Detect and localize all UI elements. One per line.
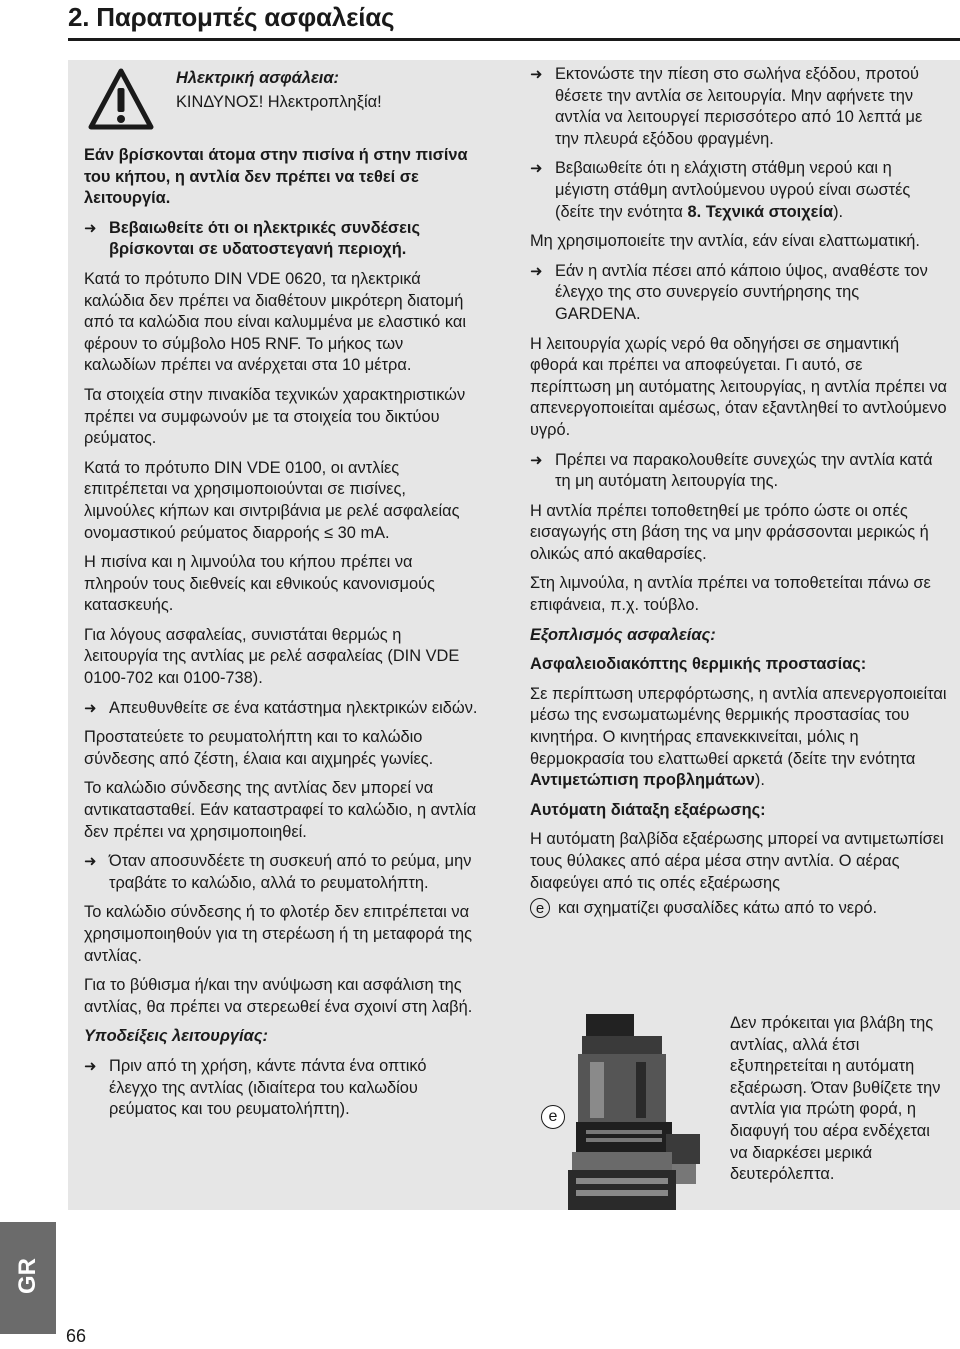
subsection-heading: Ασφαλειοδιακόπτης θερμικής προστασίας: [530, 655, 867, 674]
instruction: ➜ Εάν η αντλία πέσει από κάποιο ύψος, αναθέστε τον έλεγχο της στο συνεργείο συντήρησης της GARDENA. [530, 261, 948, 326]
instruction: ➜ Βεβαιωθείτε ότι η ελάχιστη στάθμη νερού και η μέγιστη στάθμη αντλούμενου υγρού είναι σωστές (δείτε την ενότητα 8. Τεχνικά στοιχεία). [530, 158, 948, 223]
instruction: ➜ Πριν από τη χρήση, κάντε πάντα ένα οπτικό έλεγχο της αντλίας (ιδιαίτερα του καλωδίου ρεύματος και του ρευματολήπτη). [84, 1056, 479, 1121]
paragraph: Το καλώδιο σύνδεσης της αντλίας δεν μπορεί να αντικατασταθεί. Εάν καταστραφεί το καλώδιο, η αντλία δεν πρέπει να χρησιμοποιηθεί. [84, 779, 477, 841]
subsection-heading: Αυτόματη διάταξη εξαέρωσης: [530, 800, 766, 819]
paragraph: Στη λιμνούλα, η αντλία πρέπει να τοποθετείται πάνω σε επιφάνεια, π.χ. τούβλο. [530, 574, 931, 615]
language-label: GR [14, 1258, 41, 1294]
warning-subtitle: ΚΙΝΔΥΝΟΣ! Ηλεκτροπληξία! [176, 93, 382, 111]
right-column [530, 64, 948, 928]
section-heading: Υποδείξεις λειτουργίας: [84, 1027, 268, 1046]
instruction: ➜ Πρέπει να παρακολουθείτε συνεχώς την αντλία κατά τη μη αυτόματη λειτουργία της. [530, 450, 948, 493]
instruction: ➜ Εκτονώστε την πίεση στο σωλήνα εξόδου, προτού θέσετε την αντλία σε λειτουργία. Μην αφήνετε την αντλία να λειτουργεί περισσότερο από 10 λεπτά με την πλευρά εξόδου φραγμένη. [530, 64, 948, 150]
paragraph: Η αντλία πρέπει τοποθετηθεί με τρόπο ώστε οι οπές εισαγωγής στη βάση της να μην φράσσονται μερικώς ή ολικώς από ακαθαρσίες. [530, 501, 929, 563]
paragraph: Προστατεύετε το ρευματολήπτη και το καλώδιο σύνδεσης από ζέστη, έλαια και αιχμηρές γωνίες. [84, 728, 434, 768]
instruction: ➜ Όταν αποσυνδέετε τη συσκευή από το ρεύμα, μην τραβάτε το καλώδιο, αλλά το ρευματολήπτη. [84, 851, 479, 894]
section-reference: 8. Τεχνικά στοιχεία [687, 202, 834, 221]
warning-triangle-icon [88, 68, 154, 130]
paragraph: Σε περίπτωση υπερφόρτωσης, η αντλία απενεργοποιείται μέσω της ενσωματωμένης θερμικής προστασίας του κινητήρα. Ο κινητήρας επανεκκινείται, μόλις η θερμοκρασία του ελαττωθεί αρκετά (δείτε την ενότητα Αντιμετώπιση προβλημάτων). [530, 684, 947, 790]
instruction: ➜ Βεβαιωθείτε ότι οι ηλεκτρικές συνδέσεις βρίσκονται σε υδατοστεγανή περιοχή. [84, 218, 479, 261]
paragraph: Για λόγους ασφαλείας, συνιστάται θερμώς η λειτουργία της αντλίας με ρελέ ασφαλείας (DIN VDE 0100-702 και 0100-738). [84, 625, 460, 688]
title-rule [68, 38, 960, 41]
figure-caption [730, 1013, 952, 1194]
paragraph: Η αυτόματη βαλβίδα εξαέρωσης μπορεί να αντιμετωπίσει τους θύλακες από αέρα μέσα στην αντλία. Ο αέρας διαφεύγει από τις οπές εξαέρωσης [530, 830, 944, 892]
paragraph: Για το βύθισμα ή/και την ανύψωση και ασφάλιση της αντλίας, θα πρέπει να στερεωθεί ένα σχοινί στη λαβή. [84, 976, 473, 1016]
paragraph: e και σχηματίζει φυσαλίδες κάτω από το νερό. [530, 898, 948, 920]
language-tab [0, 1222, 56, 1334]
warning-header [176, 66, 382, 114]
paragraph: Το καλώδιο σύνδεσης ή το φλοτέρ δεν επιτρέπεται να χρησιμοποιηθούν για τη στερέωση ή τη μεταφορά της αντλίας. [84, 903, 473, 965]
paragraph: Κατά το πρότυπο DIN VDE 0100, οι αντλίες επιτρέπεται να χρησιμοποιούνται σε πισίνες, λιμνούλες κήπων και σιντριβάνια με ρελέ ασφαλείας ονομαστικού ρεύματος διαρροής ≤ 30 mA. [84, 458, 460, 542]
paragraph: Η λειτουργία χωρίς νερό θα οδηγήσει σε σημαντική φθορά και πρέπει να αποφεύγεται. Γι αυτό, σε περίπτωση μη αυτόματης λειτουργίας, η αντλία πρέπει να απενεργοποιείται αμέσως, όταν εξαντληθεί το αντλούμενο υγρό. [530, 334, 948, 439]
paragraph: Εάν βρίσκονται άτομα στην πισίνα ή στην πισίνα του κήπου, η αντλία δεν πρέπει να τεθεί σε λειτουργία. [84, 146, 468, 208]
section-heading: Εξοπλισμός ασφαλείας: [530, 625, 716, 644]
instruction: ➜ Απευθυνθείτε σε ένα κατάστημα ηλεκτρικών ειδών. [84, 698, 479, 720]
marker-e: e [530, 898, 550, 918]
warning-title: Ηλεκτρική ασφάλεια: [176, 69, 339, 87]
page-title: 2. Παραπομπές ασφαλείας [68, 2, 395, 32]
figure-callout-e: e [541, 1105, 565, 1129]
section-reference: Αντιμετώπιση προβλημάτων [530, 771, 755, 790]
paragraph: Δεν πρόκειται για βλάβη της αντλίας, αλλά έτσι εξυπηρετείται η αυτόματη εξαέρωση. Όταν βυθίζετε την αντλία για πρώτη φορά, η διαφυγή του αέρα ενδέχεται να διαρκέσει μερικά δευτερόλεπτα. [730, 1014, 941, 1184]
paragraph: Η πισίνα και η λιμνούλα του κήπου πρέπει να πληρούν τους διεθνείς και εθνικούς κανονισμούς κατασκευής. [84, 553, 435, 615]
paragraph: Μη χρησιμοποιείτε την αντλία, εάν είναι ελαττωματική. [530, 232, 920, 251]
paragraph: Τα στοιχεία στην πινακίδα τεχνικών χαρακτηριστικών πρέπει να συμφωνούν με τα στοιχεία του δικτύου ρεύματος. [84, 385, 466, 448]
paragraph: Κατά το πρότυπο DIN VDE 0620, τα ηλεκτρικά καλώδια δεν πρέπει να διαθέτουν μικρότερη διατομή από τα καλώδια που είναι καλυμμένα με ελαστικό και φέρουν το σύμβολο H05 RNF. Το μήκος των καλωδίων πρέπει να ανέρχεται στα 10 μέτρα. [84, 269, 466, 375]
page-number: 66 [66, 1326, 87, 1346]
left-column [84, 145, 479, 1129]
